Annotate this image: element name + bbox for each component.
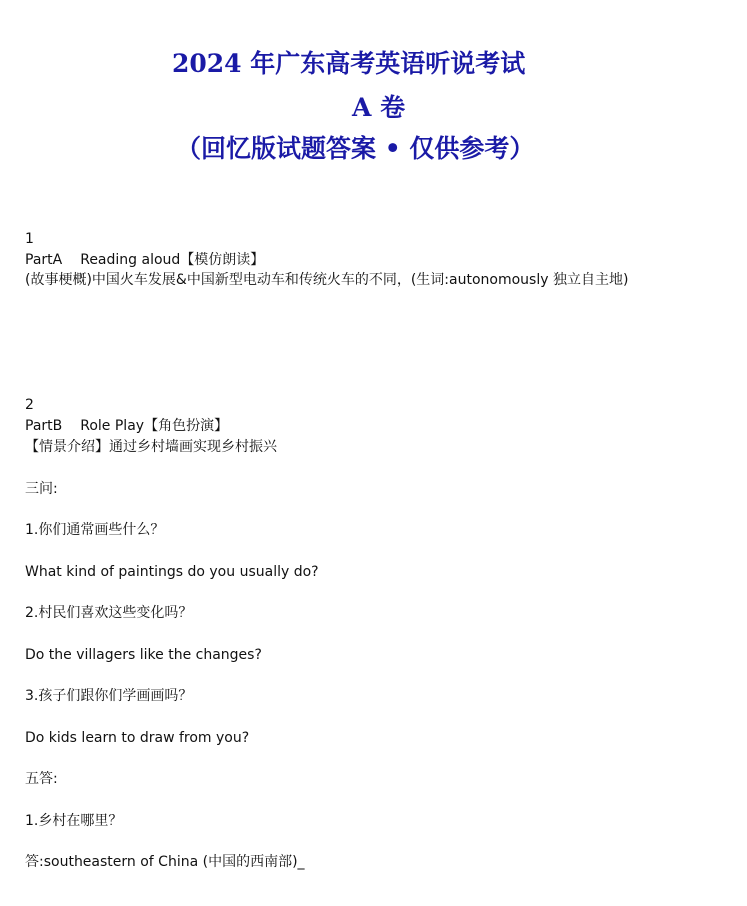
part-b-number: 2 — [25, 397, 34, 413]
doc-title-line-3: （回忆版试题答案 • 仅供参考） — [176, 134, 535, 163]
doc-title-line-1: 2024 年广东高考英语听说考试 — [172, 49, 526, 78]
answer-1-text: 答:southeastern of China (中国的西南部)_ — [25, 854, 305, 870]
part-b-heading — [25, 416, 705, 437]
three-questions-heading: 三问: — [25, 481, 58, 497]
part-b-scenario: 【情景介绍】通过乡村墙画实现乡村振兴 — [25, 439, 277, 455]
part-a-name: Reading aloud【模仿朗读】 — [80, 252, 265, 268]
part-b-name: Role Play【角色扮演】 — [80, 418, 229, 434]
question-2-cn: 2.村民们喜欢这些变化吗？ — [25, 605, 193, 621]
question-3-cn: 3.孩子们跟你们学画画吗？ — [25, 688, 193, 704]
part-a-number: 1 — [25, 231, 34, 247]
part-a-heading — [25, 250, 705, 271]
answer-1-question: 1.乡村在哪里？ — [25, 813, 123, 829]
question-1-en: What kind of paintings do you usually do? — [25, 564, 319, 580]
question-2-en: Do the villagers like the changes? — [25, 647, 262, 663]
question-1-cn: 1.你们通常画些什么？ — [25, 522, 165, 538]
question-3-en: Do kids learn to draw from you? — [25, 730, 250, 746]
part-b-label: PartB — [25, 418, 63, 434]
part-a-label: PartA — [25, 252, 63, 268]
part-a-summary: (故事梗概)中国火车发展&中国新型电动车和传统火车的不同，(生词:autonomously 独立自主地) — [25, 272, 629, 288]
five-answers-heading: 五答: — [25, 771, 58, 787]
doc-title-line-2: A 卷 — [352, 93, 406, 122]
